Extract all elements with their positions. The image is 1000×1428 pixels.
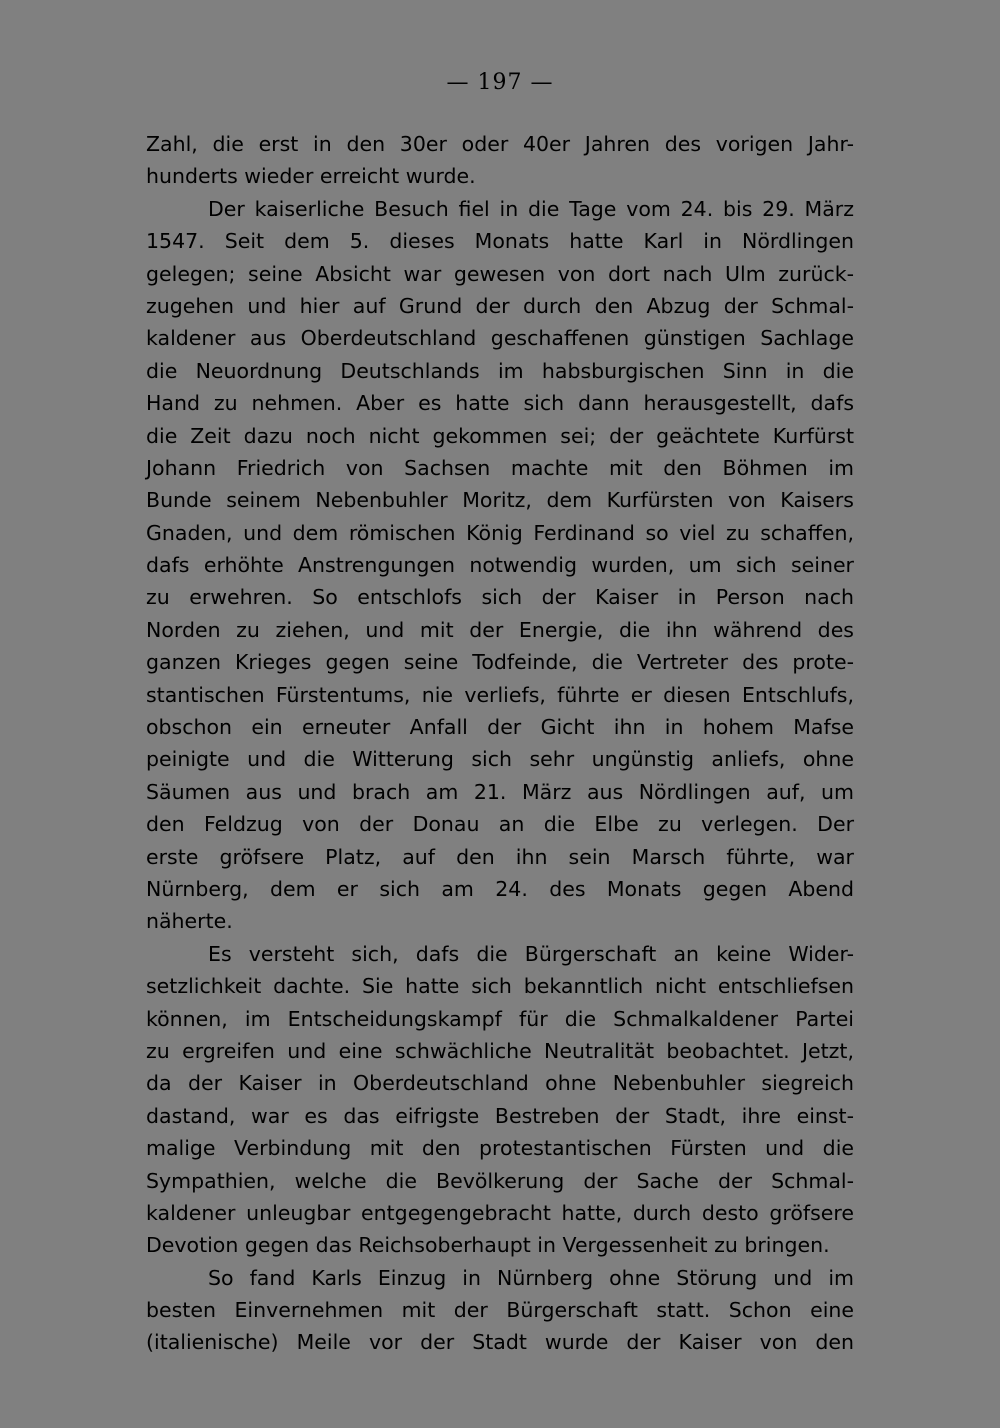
text-line: Gnaden, und dem römischen König Ferdinand so viel zu schaffen, [146,520,854,545]
text-line: zugehen und hier auf Grund der durch den Abzug der Schmal- [146,293,854,318]
text-line: (italienische) Meile vor der Stadt wurde der Kaiser von den [146,1330,854,1355]
text-line: gelegen; seine Absicht war gewesen von dort nach Ulm zurück- [146,261,854,286]
text-line: malige Verbindung mit den protestantischen Fürsten und die [146,1136,854,1161]
text-line: Norden zu ziehen, und mit der Energie, die ihn während des [146,617,854,642]
text-line: obschon ein erneuter Anfall der Gicht ihn in hohem Mafse [146,715,854,740]
text-line: Bunde seinem Nebenbuhler Moritz, dem Kurfürsten von Kaisers [146,488,854,513]
text-line: näherte. [146,909,233,934]
text-line: So fand Karls Einzug in Nürnberg ohne Störung und im [208,1265,854,1290]
text-line: hunderts wieder erreicht wurde. [146,164,476,189]
body-text [146,128,854,1359]
text-line: besten Einvernehmen mit der Bürgerschaft statt. Schon eine [146,1298,854,1323]
text-line: Johann Friedrich von Sachsen machte mit den Böhmen im [146,455,854,480]
text-line: Säumen aus und brach am 21. März aus Nördlingen auf, um [146,779,854,804]
text-line: kaldener unleugbar entgegengebracht hatte, durch desto gröfsere [146,1200,854,1225]
paragraph [146,1262,854,1359]
text-line: peinigte und die Witterung sich sehr ungünstig anliefs, ohne [146,747,854,772]
text-line: 1547. Seit dem 5. dieses Monats hatte Karl in Nördlingen [146,229,854,254]
text-line: zu ergreifen und eine schwächliche Neutralität beobachtet. Jetzt, [146,1038,854,1063]
text-line: Devotion gegen das Reichsoberhaupt in Vergessenheit zu bringen. [146,1233,830,1258]
page-number-header: — 197 — [446,70,554,95]
text-line: zu erwehren. So entschlofs sich der Kaiser in Person nach [146,585,854,610]
text-line: dastand, war es das eifrigste Bestreben der Stadt, ihre einst- [146,1103,854,1128]
text-line: Hand zu nehmen. Aber es hatte sich dann herausgestellt, dafs [146,391,854,416]
text-line: ganzen Krieges gegen seine Todfeinde, die Vertreter des prote- [146,650,854,675]
text-line: Der kaiserliche Besuch fiel in die Tage vom 24. bis 29. März [208,196,854,221]
text-line: die Neuordnung Deutschlands im habsburgischen Sinn in die [146,358,854,383]
text-line: dafs erhöhte Anstrengungen notwendig wurden, um sich seiner [146,553,854,578]
text-line: da der Kaiser in Oberdeutschland ohne Nebenbuhler siegreich [146,1071,854,1096]
text-line: die Zeit dazu noch nicht gekommen sei; der geächtete Kurfürst [146,423,854,448]
paragraph [146,193,854,938]
paragraph [146,938,854,1262]
text-line: können, im Entscheidungskampf für die Schmalkaldener Partei [146,1006,854,1031]
text-line: erste gröfsere Platz, auf den ihn sein Marsch führte, war [146,844,854,869]
text-line: Nürnberg, dem er sich am 24. des Monats gegen Abend [146,876,854,901]
text-line: den Feldzug von der Donau an die Elbe zu verlegen. Der [146,812,854,837]
text-line: kaldener aus Oberdeutschland geschaffenen günstigen Sachlage [146,326,854,351]
text-line: Es versteht sich, dafs die Bürgerschaft an keine Wider- [208,941,854,966]
text-line: Sympathien, welche die Bevölkerung der Sache der Schmal- [146,1168,854,1193]
paragraph [146,128,854,193]
text-line: setzlichkeit dachte. Sie hatte sich bekanntlich nicht entschliefsen [146,974,854,999]
text-line: stantischen Fürstentums, nie verliefs, führte er diesen Entschlufs, [146,682,854,707]
text-line: Zahl, die erst in den 30er oder 40er Jahren des vorigen Jahr- [146,132,854,156]
